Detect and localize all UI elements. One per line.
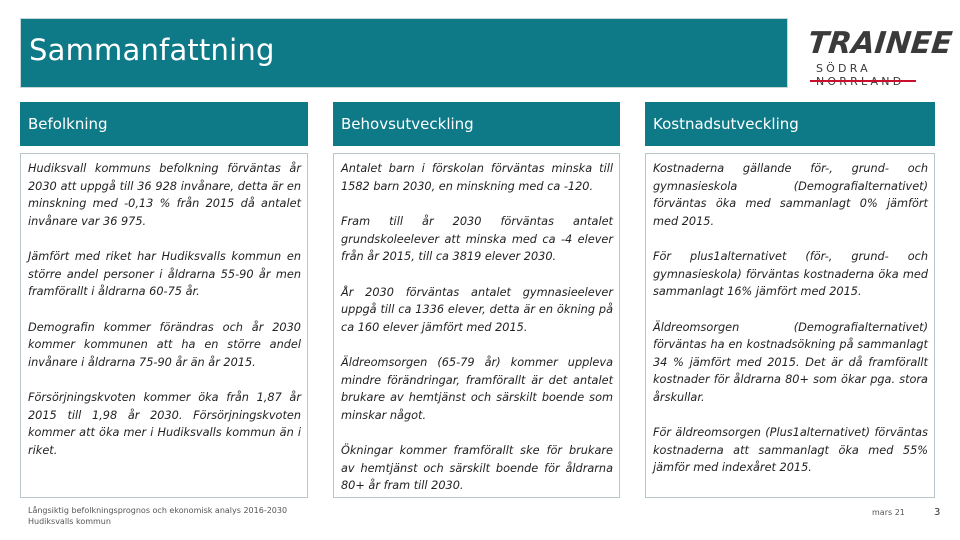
footer-date: mars 21 <box>872 508 905 517</box>
footer-source-title: Långsiktig befolkningsprognos och ekonomisk analys 2016-2030 <box>28 506 288 515</box>
paragraph: Fram till år 2030 förväntas antalet grundskoleelever att minska med ca -4 elever från år 2015, till ca 3819 elever 2030. <box>341 215 613 263</box>
paragraph: Antalet barn i förskolan förväntas minska till 1582 barn 2030, en minskning med ca -120. <box>341 162 613 193</box>
paragraph: År 2030 förväntas antalet gymnasieelever uppgå till ca 1336 elever, detta är en ökning på ca 160 elever jämfört med 2015. <box>341 285 613 334</box>
paragraph: För äldreomsorgen (Plus1alternativet) förväntas kostnaderna att sammanlagt öka med 55% jämför med indexåret 2015. <box>653 426 928 474</box>
paragraph: Kostnaderna gällande för-, grund- och gymnasieskola (Demografialternativet) förväntas öka med sammanlagt 0% jämfört med 2015. <box>653 162 928 228</box>
column-header-kostnadsutveckling: Kostnadsutveckling <box>645 102 935 146</box>
footer-source-org: Hudiksvalls kommun <box>28 517 111 526</box>
column-body-kostnadsutveckling <box>645 153 935 498</box>
paragraph: Hudiksvall kommuns befolkning förväntas år 2030 att uppgå till 36 928 invånare, detta är en minskning med -0,13 % från 2015 då antalet invånare var 36 975. <box>28 162 301 228</box>
page-title: Sammanfattning <box>29 33 275 67</box>
paragraph: Demografin kommer förändras och år 2030 kommer kommunen att ha en större andel invånare i åldrarna 75-90 år än år 2015. <box>28 320 301 369</box>
paragraph: Äldreomsorgen (65-79 år) kommer uppleva mindre förändringar, framförallt är det antalet brukare av hemtjänst och särskilt boende som minskar något. <box>341 356 613 422</box>
trainee-logo <box>806 24 954 84</box>
page-number: 3 <box>934 507 941 518</box>
column-header-behovsutveckling: Behovsutveckling <box>333 102 620 146</box>
footer-source <box>28 505 287 527</box>
paragraph: Jämfört med riket har Hudiksvalls kommun en större andel personer i åldrarna 55-90 år men framförallt i åldrarna 60-75 år. <box>28 250 301 298</box>
paragraph: För plus1alternativet (för-, grund- och gymnasieskola) förväntas kostnaderna öka med sammanlagt 16% jämfört med 2015. <box>653 250 928 298</box>
paragraph: Ökningar kommer framförallt ske för brukare av hemtjänst och särskilt boende för åldrarna 80+ år fram till 2030. <box>341 444 613 492</box>
logo-subtitle: SÖDRA <box>816 62 871 75</box>
column-body-befolkning <box>20 153 308 498</box>
title-bar <box>20 18 788 88</box>
column-body-behovsutveckling <box>333 153 620 498</box>
paragraph: Äldreomsorgen (Demografialternativet) förväntas ha en kostnadsökning på sammanlagt 34 % jämfört med 2015. Det är då framförallt kostnader för åldrarna 80+ som ökar pga. stora årskullar. <box>653 320 928 404</box>
logo-underline <box>810 80 916 82</box>
column-header-befolkning: Befolkning <box>20 102 308 146</box>
logo-wordmark: TRAINEE <box>806 26 954 61</box>
paragraph: Försörjningskvoten kommer öka från 1,87 år 2015 till 1,98 år 2030. Försörjningskvoten kommer att öka mer i Hudiksvalls kommun än i riket. <box>28 391 301 457</box>
